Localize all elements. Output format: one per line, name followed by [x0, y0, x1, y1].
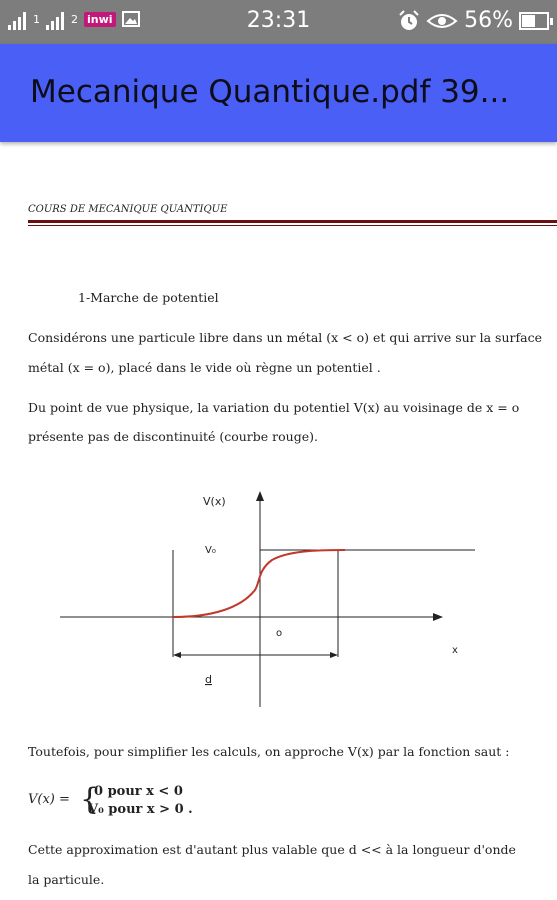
eye-comfort-icon	[426, 11, 458, 31]
x-axis-arrow	[433, 613, 443, 621]
paragraph-line: Toutefois, pour simplifier les calculs, on approche V(x) par la fonction saut :	[28, 744, 510, 759]
y-axis-arrow	[256, 491, 264, 501]
v0-label: V₀	[205, 545, 216, 556]
status-bar	[0, 0, 557, 44]
sim1-label: 1	[33, 12, 40, 26]
equation-lhs: V(x) =	[28, 792, 70, 807]
paragraph-line: métal (x = o), placé dans le vide où règne un potentiel .	[28, 360, 381, 375]
y-axis-label: V(x)	[203, 495, 226, 508]
d-arrow-left	[173, 652, 181, 658]
section-title: 1-Marche de potentiel	[78, 290, 219, 305]
paragraph-line: la particule.	[28, 872, 105, 887]
potential-step-figure	[60, 487, 480, 712]
battery-icon	[519, 12, 549, 30]
status-right	[398, 8, 549, 33]
header-rule	[28, 220, 557, 223]
paragraph-line: Considérons une particule libre dans un métal (x < o) et qui arrive sur la surface	[28, 330, 542, 345]
app-bar	[0, 44, 557, 142]
alarm-icon	[398, 10, 420, 32]
d-label: d	[205, 673, 212, 686]
equation-case-1: 0 pour x < 0	[94, 784, 183, 799]
status-time: 23:31	[246, 8, 311, 33]
document-title: Mecanique Quantique.pdf 39...	[30, 74, 510, 110]
x-axis-label: x	[452, 645, 458, 656]
pdf-page[interactable]	[0, 142, 557, 900]
header-rule-thin	[28, 225, 557, 226]
sim2-label: 2	[71, 12, 78, 26]
origin-label: o	[276, 628, 283, 639]
equation-case-2: V₀ pour x > 0 .	[88, 802, 193, 817]
battery-percent: 56%	[464, 8, 513, 33]
paragraph-line: présente pas de discontinuité (courbe rouge).	[28, 429, 318, 444]
potential-curve	[173, 550, 345, 617]
document-header: COURS DE MECANIQUE QUANTIQUE	[28, 204, 228, 215]
d-arrow-right	[330, 652, 338, 658]
carrier-logo: inwi	[84, 12, 116, 27]
paragraph-line: Cette approximation est d'autant plus valable que d << à la longueur d'onde	[28, 842, 516, 857]
paragraph-line: Du point de vue physique, la variation du potentiel V(x) au voisinage de x = o	[28, 400, 520, 415]
equation-brace: {	[80, 782, 100, 817]
